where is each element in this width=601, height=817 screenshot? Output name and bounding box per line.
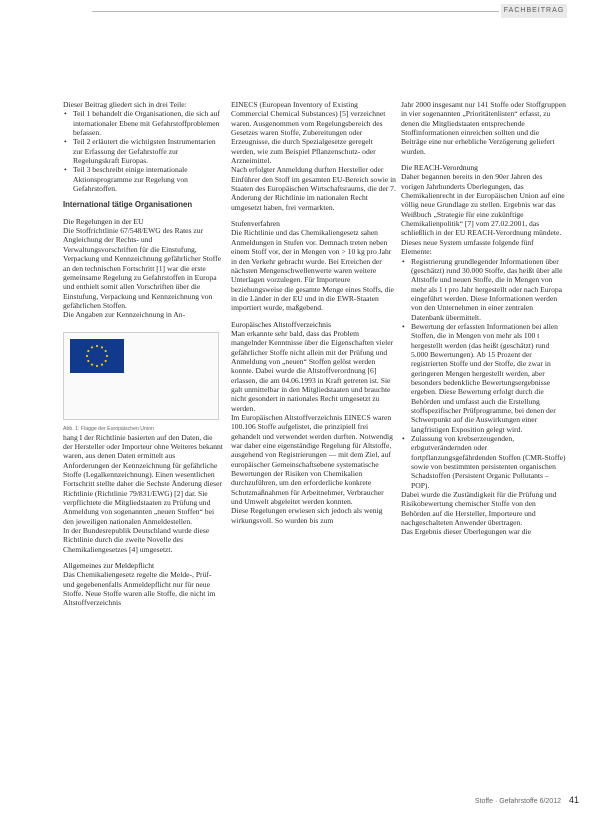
flag-star	[101, 363, 103, 365]
paragraph: Das Chemikaliengesetz regelte die Melde-, Prüf- und gegebenenfalls Anmeldepflicht nur für neue Stoffe. Neue Stoffe waren alle Stoffe, die nicht im Altstoffverzeichnis	[63, 570, 216, 608]
reach-bullet-list	[401, 257, 566, 491]
flag-star	[96, 364, 98, 366]
intro-bullet-list	[63, 109, 223, 193]
figure-eu-flag	[63, 332, 219, 420]
column-3	[401, 100, 566, 537]
paragraph: Jahr 2000 insgesamt nur 141 Stoffe oder Stoffgruppen in vier sogenannten „Prioritätenlisten“ erfasst, zu denen die Mitgliedstaaten entsprechende Stoffinformationen einreichen sollten und die Beiträge eine nur erhebliche Verzögerung geliefert wurden.	[401, 100, 566, 156]
column-1	[63, 100, 223, 608]
figure-caption: Abb. 1: Flagge der Europäischen Union	[63, 425, 154, 432]
eu-flag-icon	[70, 339, 124, 373]
paragraph: Nach erfolgter Anmeldung durften Hersteller oder Einführer den Stoff im gesamten EU-Bereich sowie in Staaten des Europäischen Wirtschaftsraums, die der 7. Änderung der Richtlinie im nationalen Recht umgesetzt haben, frei vermarkten.	[231, 165, 396, 212]
eu-stars	[70, 339, 124, 373]
heading-altstoffverzeichnis: Europäisches Altstoffverzeichnis	[231, 319, 332, 329]
list-item: • Teil 1 behandelt die Organisationen, die sich auf internationaler Ebene mit Gefahrstoffproblemen befassen.	[73, 109, 223, 137]
list-item: • Registrierung grundlegender Informationen über (geschätzt) rund 30.000 Stoffe, das heißt über alle Altstoffe und neuen Stoffe, die in Mengen von mehr als 1 t pro Jahr hergestellt oder nach Europa eingeführt werden. Diese Informationen werden von den Unternehmen in einer zentralen Datenbank übermittelt.	[411, 257, 566, 322]
journal-name: Stoffe · Gefahrstoffe 6/2012	[474, 798, 561, 805]
paragraph: Die Richtlinie und das Chemikaliengesetz sahen Anmeldungen in Stufen vor. Demnach treten neben einem Stoff vor, der in Mengen von > 10 kg pro Jahr in den Verkehr gebracht wurde. Bei Erreichen der nächsten Mengenschwellenwerte waren weitere Unterlagen vorzulegen. Für Importeure beziehungsweise die gesamte Menge eines Stoffs, die in die Länder in der EU und in die EWR-Staaten importiert wurde, maßgebend.	[231, 228, 394, 313]
paragraph: Im Europäischen Altstoffverzeichnis EINECS waren 100.106 Stoffe aufgelistet, die prinzipiell frei gehandelt und verwendet werden durften. Notwendig war daher eine eigenständige Regelung für Altstoffe, ausgehend von Registrierungen — mit dem Ziel, auf europäischer Gemeinschaftsebene systematische Bewertungen der Risiken von Chemikalien durchzuführen, um den erforderliche konkrete Schutzmaßnahmen für Arbeitnehmer, Verbraucher und Umwelt abgeleitet werden konnten.	[231, 413, 393, 507]
flag-star	[106, 354, 108, 356]
flag-star	[91, 346, 93, 348]
list-item: • Bewertung der erfassten Informationen bei allen Stoffen, die in Mengen von mehr als 100 t hergestellt werden (das heißt (geschätzt) rund 5.000 Bewertungen). Ab 15 Prozent der registrierten Stoffe und der Stoffe, die zwar in geringeren Mengen hergestellt werden, aber besonders bedenkliche Bewertungsergebnisse ergeben. Diese Bewertung erfolgt durch die Behörden und umfasst auch die Erstellung stoffspezifischer Prüfprogramme, bei denen der Schwerpunkt auf die Auswirkungen einer langfristigen Exposition gelegt wird.	[411, 322, 566, 434]
flag-star	[91, 363, 93, 365]
header-rule	[92, 11, 499, 12]
paragraph: Dieses neue System umfasste folgende fünf Elemente:	[401, 237, 534, 257]
intro-text: Dieser Beitrag gliedert sich in drei Teile:	[63, 100, 187, 109]
paragraph: Diese Regelungen erwiesen sich jedoch als wenig wirkungsvoll. So wurden bis zum	[231, 506, 383, 525]
paragraph: EINECS (European Inventory of Existing Commercial Chemical Substances) [5] verzeichnet waren. Ausgenommen vom Regelungsbereich des Gesetzes waren Stoffe, Zubereitungen oder Erzeugnisse, die durch Spezialgesetze geregelt werden, wie zum Beispiel Pflanzenschutz- oder Arzneimittel.	[231, 100, 386, 166]
paragraph: In der Bundesrepublik Deutschland wurde diese Richtlinie durch die zweite Novelle des Chemikaliengesetzes [4] umgesetzt.	[63, 526, 210, 554]
paragraph: Die Angaben zur Kennzeichnung in An-	[63, 310, 186, 320]
heading-reach: Die REACH-Verordnung	[401, 163, 478, 173]
flag-star	[96, 344, 98, 346]
list-item: • Zulassung von krebserzeugenden, erbgutverändernden oder fortpflanzungsgefährdenden Stoffen (CMR-Stoffe) sowie von bestimmten persistenten organischen Schadstoffen (Persistent Organic Pollutants – POP).	[411, 434, 566, 490]
paragraph: Dabei wurde die Zuständigkeit für die Prüfung und Risikobewertung chemischer Stoffe von den Behörden auf die Hersteller, Importeure und nachgeschalteten Anwender übertragen.	[401, 490, 557, 528]
paragraph: Man erkannte sehr bald, dass das Problem mangelnder Kenntnisse über die Eigenschaften vieler gefährlicher Stoffe nicht allein mit der Prüfung und Anmeldung von „neuen“ Stoffen gelöst werden konnte. Dabei wurde die Altstoffverordnung [6] erlassen, die am 04.06.1993 in Kraft getreten ist. Sie galt unmittelbar in den Mitgliedstaaten und brauchte nicht gesondert in nationales Recht umgesetzt zu werden.	[231, 328, 394, 413]
flag-star	[86, 354, 88, 356]
flag-star	[105, 349, 107, 351]
paragraph: Die Stoffrichtlinie 67/548/EWG des Rates zur Angleichung der Rechts- und Verwaltungsvorschriften für die Einstufung, Verpackung und Kennzeichnung gefährlicher Stoffe an den technischen Fortschritt [1] war die erste gemeinsame Regelung zu Gefahrstoffen in Europa und enthielt somit allen Vorschriften über die Einstufung, Verpackung und Kennzeichnung von gefährlichen Stoffen.	[63, 226, 222, 310]
heading-eu-regulations: Die Regelungen in der EU	[63, 216, 144, 226]
flag-star	[105, 359, 107, 361]
heading-meldepflicht: Allgemeines zur Meldepflicht	[63, 561, 155, 571]
list-item: • Teil 2 erläutert die wichtigsten Instrumentarien zur Erfassung der Gefahrstoffe zur Regelungskraft Europas.	[73, 137, 223, 165]
flag-star	[101, 346, 103, 348]
paragraph: Daher begannen bereits in den 90er Jahren des vorigen Jahrhunderts Überlegungen, das Chemikalienrecht in der Europäischen Union auf eine völlig neue Grundlage zu stellen. Ergebnis war das Weißbuch „Strategie für eine zukünftige Chemikalienpolitik“ [7] vom 27.02.2001, das schließlich in der EU REACH-Verordnung mündete.	[401, 172, 565, 238]
list-item: • Teil 3 beschreibt einige internationale Aktionsprogramme zur Regelung von Gefahrstoffen.	[73, 165, 223, 193]
flag-star	[87, 349, 89, 351]
page-footer	[393, 795, 579, 805]
heading-international: International tätige Organisationen	[63, 200, 193, 210]
heading-stufenverfahren: Stufenverfahren	[231, 219, 280, 229]
page-number: 41	[568, 795, 579, 805]
paragraph: Das Ergebnis dieser Überlegungen war die	[401, 527, 531, 537]
column-2	[231, 100, 396, 525]
paragraph: hang I der Richtlinie basierten auf den Daten, die der Hersteller oder Importeur ohne Weiteres bekannt waren, aus denen Daten ermittelt aus Anforderungen der Kennzeichnung für gefährliche Stoffe (Legalkennzeichnung). Einen wesentlichen Fortschritt stellte daher die Sechste Änderung dieser Richtlinie (Richtlinie 79/831/EWG) [2] dar. Sie verpflichtete die Mitgliedstaaten zu Prüfung und Anmeldung von sogenannten „neuen Stoffen“ bei den jeweiligen nationalen Anmeldestellen.	[63, 432, 223, 526]
flag-star	[87, 359, 89, 361]
section-tag: FACHBEITRAG	[501, 4, 567, 18]
